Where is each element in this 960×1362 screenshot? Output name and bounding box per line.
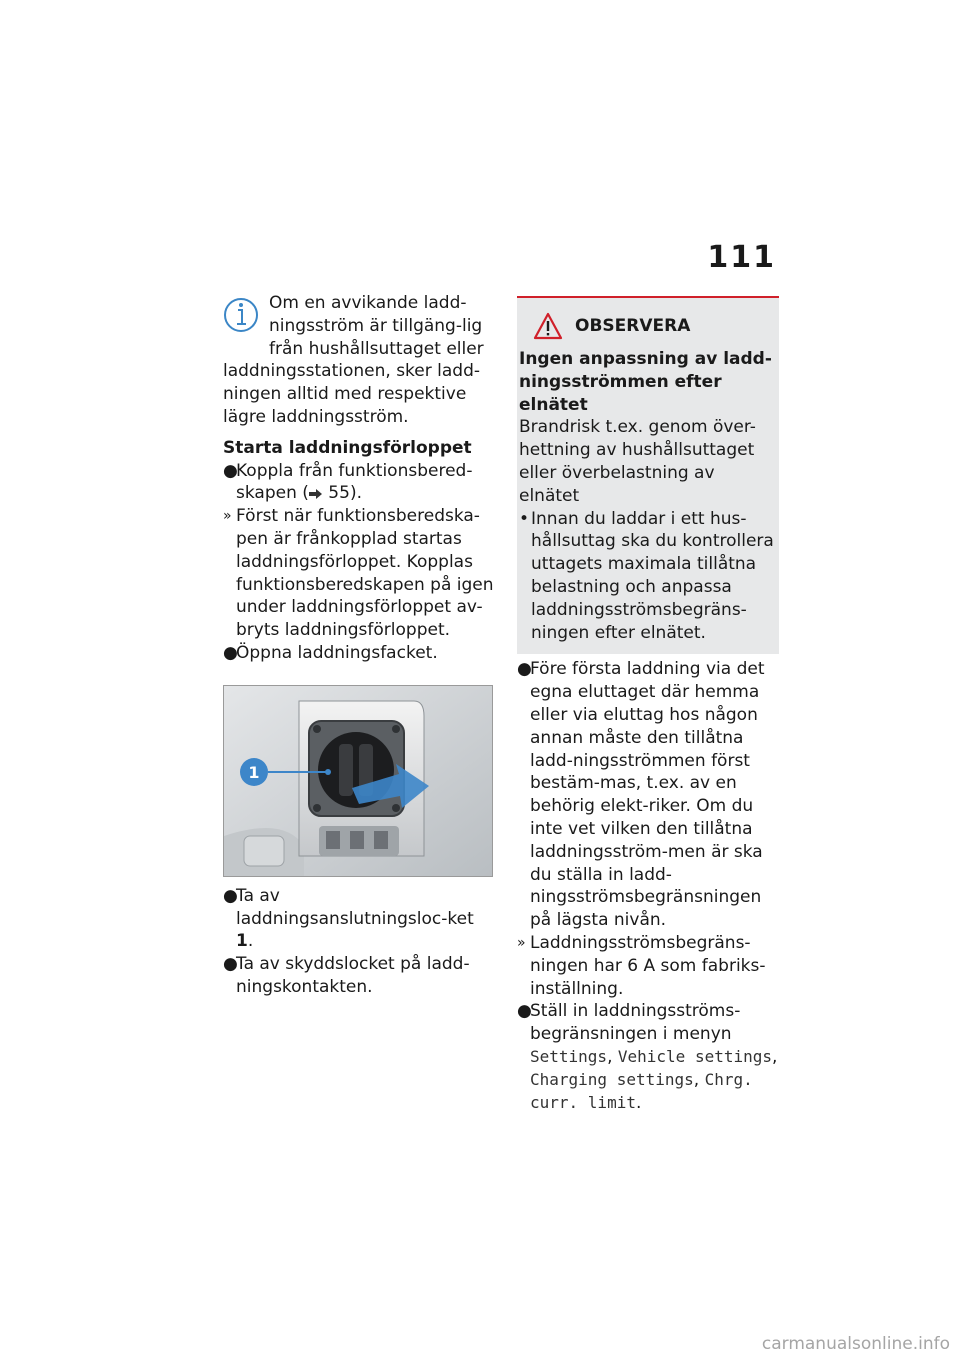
menu-separator: , <box>693 1069 705 1090</box>
warning-bullet-text: Innan du laddar i ett hus-hållsuttag ska du kontrollera uttagets maximala tillåtna belastning och anpassa laddningsströmsbegräns-ningen efter elnätet. <box>531 508 774 643</box>
warning-box <box>517 296 779 654</box>
step-text-tail: . <box>247 931 254 952</box>
figure-callout: 1 <box>248 762 260 782</box>
left-column <box>223 292 495 999</box>
step-bullet <box>223 460 495 506</box>
step-text: Öppna laddningsfacket. <box>236 642 438 663</box>
right-steps <box>517 658 779 1114</box>
menu-path <box>530 1046 779 1114</box>
step-result <box>223 505 495 642</box>
bullet-mark: ● <box>223 954 238 975</box>
watermark: carmanualsonline.info <box>761 1334 950 1354</box>
warning-header <box>533 312 775 340</box>
step-result <box>517 932 779 1000</box>
page-reference[interactable]: 55 <box>328 483 350 504</box>
step-text: Ta av laddningsanslutningsloc-ket <box>236 885 474 929</box>
step-text: Före första laddning via det egna eluttaget där hemma eller via eluttag hos någon annan måste den tillåtna ladd-ningsströmmen först bestäm-mas, t.ex. av en behörig elekt-riker. Om du inte vet vilken den tillåtna laddningsström-men är ska du ställa in ladd-ningsströmsbegränsningen på lägsta nivån. <box>530 659 765 931</box>
menu-item-vehicle-settings: Vehicle settings <box>617 1046 772 1066</box>
bullet-mark: ● <box>223 642 238 663</box>
info-icon <box>223 292 263 338</box>
bullet-mark: • <box>519 508 530 529</box>
step-bullet <box>517 658 779 932</box>
menu-item-settings: Settings <box>530 1046 608 1066</box>
page-number: 111 <box>707 240 776 275</box>
warning-bullet <box>519 508 775 645</box>
warning-body: Brandrisk t.ex. genom över-hettning av hushållsuttaget eller överbelastning av elnätet <box>519 417 756 506</box>
step-text-tail: ). <box>349 483 362 504</box>
result-text: Laddningsströmsbegräns-ningen har 6 A som fabriks-inställning. <box>530 932 766 999</box>
page-reference-arrow-icon <box>309 488 323 500</box>
menu-separator: , <box>607 1046 618 1067</box>
info-note <box>223 292 495 429</box>
charging-port-figure <box>223 685 493 877</box>
info-note-text: Om en avvikande ladd-ningsström är tillgäng-lig från hushållsuttaget eller laddningsstationen, sker ladd-ningen alltid med respektive lägre laddningsström. <box>223 293 484 427</box>
callout-reference: 1 <box>236 931 248 952</box>
step-text: Ta av skyddslocket på ladd-ningskontakten. <box>236 954 470 997</box>
step-text: Ställ in laddningsströms-begränsningen i menyn <box>530 1001 741 1045</box>
menu-end: . <box>635 1092 642 1113</box>
right-column <box>517 296 779 1114</box>
bullet-mark: ● <box>517 659 532 680</box>
menu-item-charging-settings: Charging settings <box>530 1069 694 1089</box>
step-text: Koppla från funktionsbered-skapen ( <box>236 460 473 504</box>
bullet-mark: ● <box>517 1001 532 1022</box>
result-mark: » <box>517 934 526 951</box>
bullet-mark: ● <box>223 885 238 906</box>
section-heading: Starta laddningsförloppet <box>223 437 472 458</box>
step-bullet <box>223 953 495 999</box>
bullet-mark: ● <box>223 460 238 481</box>
warning-title: OBSERVERA <box>575 315 691 336</box>
result-mark: » <box>223 508 232 525</box>
step-bullet <box>517 1000 779 1114</box>
result-text: Först när funktionsberedska-pen är frånkopplad startas laddningsförloppet. Kopplas funktionsberedskapen på igen under laddningsförloppet av-bryts laddningsförloppet. <box>236 506 494 641</box>
menu-item-charge-current-limit: Chrg. curr. limit <box>530 1069 753 1112</box>
step-bullet <box>223 885 495 953</box>
step-bullet <box>223 642 495 665</box>
menu-separator: , <box>772 1046 778 1067</box>
charging-port-illustration <box>224 686 492 876</box>
warning-triangle-icon <box>533 312 563 340</box>
warning-heading: Ingen anpassning av ladd-ningsströmmen efter elnätet <box>519 349 772 415</box>
